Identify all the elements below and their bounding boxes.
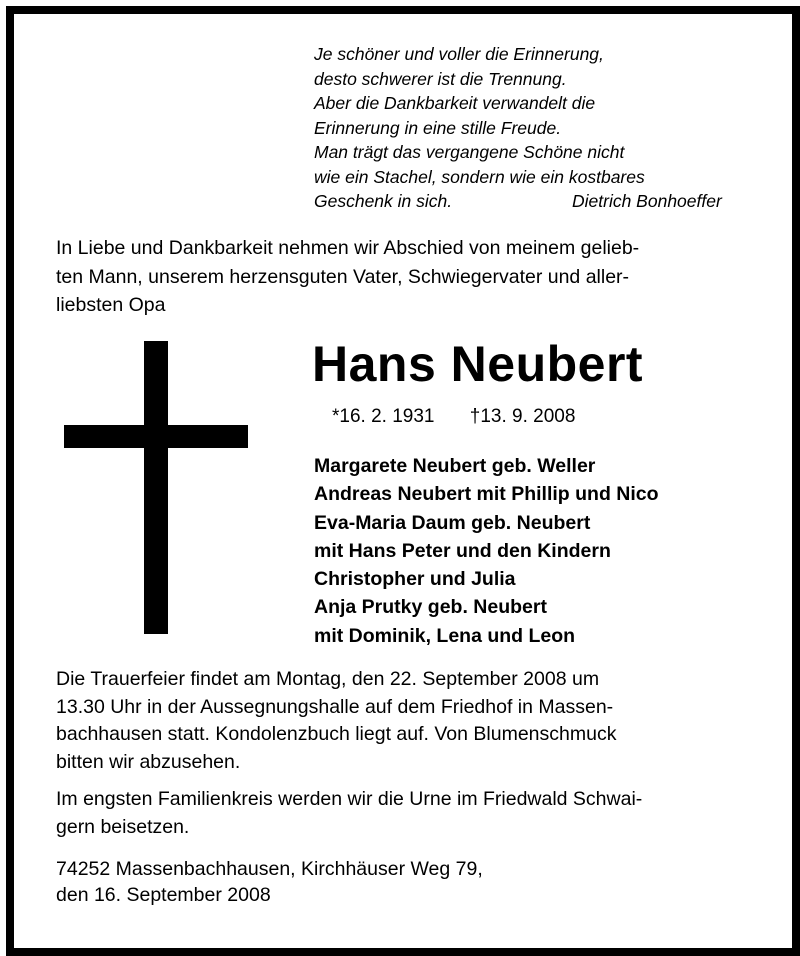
quote-line: desto schwerer ist die Trennung. <box>314 68 567 89</box>
quote-line: Erinnerung in eine stille Freude. <box>314 117 562 138</box>
quote-line: Geschenk in sich. <box>314 191 453 211</box>
funeral-line: bachhausen statt. Kondolenzbuch liegt auf. Von Blumenschmuck <box>56 723 617 745</box>
quote-line: Man trägt das vergangene Schöne nicht <box>314 142 625 162</box>
mourner-line: mit Dominik, Lena und Leon <box>314 624 576 647</box>
obituary-notice <box>6 6 800 956</box>
quote-line: Aber die Dankbarkeit verwandelt die <box>314 93 596 113</box>
intro-line: liebsten Opa <box>56 294 166 316</box>
mourner-line: mit Hans Peter und den Kindern <box>314 539 611 562</box>
mourners-list <box>314 452 659 650</box>
mourner-line: Anja Prutky geb. Neubert <box>314 596 547 619</box>
mourner-line: Christopher und Julia <box>314 568 516 591</box>
bonhoeffer-quote <box>314 42 774 214</box>
quote-line: wie ein Stachel, sondern wie ein kostbares <box>314 166 645 187</box>
deceased-name: Hans Neubert <box>312 336 644 392</box>
funeral-line: 13.30 Uhr in der Aussegnungshalle auf dem Friedhof in Massen- <box>56 695 614 718</box>
mourner-line: Andreas Neubert mit Phillip und Nico <box>314 483 659 506</box>
address-block <box>56 856 776 908</box>
funeral-line: Die Trauerfeier findet am Montag, den 22. September 2008 um <box>56 668 600 690</box>
intro-line: In Liebe und Dankbarkeit nehmen wir Abschied von meinem gelieb- <box>56 237 640 259</box>
cross-horizontal-bar <box>64 425 248 448</box>
cross-vertical-bar <box>144 341 168 634</box>
intro-line: ten Mann, unserem herzensguten Vater, Schwiegervater und aller- <box>56 265 630 288</box>
mourner-line: Margarete Neubert geb. Weller <box>314 455 596 477</box>
quote-author: Dietrich Bonhoeffer <box>572 191 722 211</box>
quote-line: Je schöner und voller die Erinnerung, <box>314 44 604 64</box>
urn-line: gern beisetzen. <box>56 815 190 838</box>
date-line: den 16. September 2008 <box>56 884 271 906</box>
intro-text <box>56 234 776 320</box>
quote-last-line <box>314 189 774 214</box>
funeral-info <box>56 666 776 776</box>
funeral-line: bitten wir abzusehen. <box>56 750 241 773</box>
urn-line: Im engsten Familienkreis werden wir die Urne im Friedwald Schwai- <box>56 788 643 810</box>
urn-info <box>56 786 776 841</box>
birth-date: *16. 2. 1931 <box>332 406 435 427</box>
address-line: 74252 Massenbachhausen, Kirchhäuser Weg 79, <box>56 858 483 880</box>
life-dates <box>332 405 575 429</box>
death-date: †13. 9. 2008 <box>469 406 576 427</box>
mourner-line: Eva-Maria Daum geb. Neubert <box>314 511 591 534</box>
